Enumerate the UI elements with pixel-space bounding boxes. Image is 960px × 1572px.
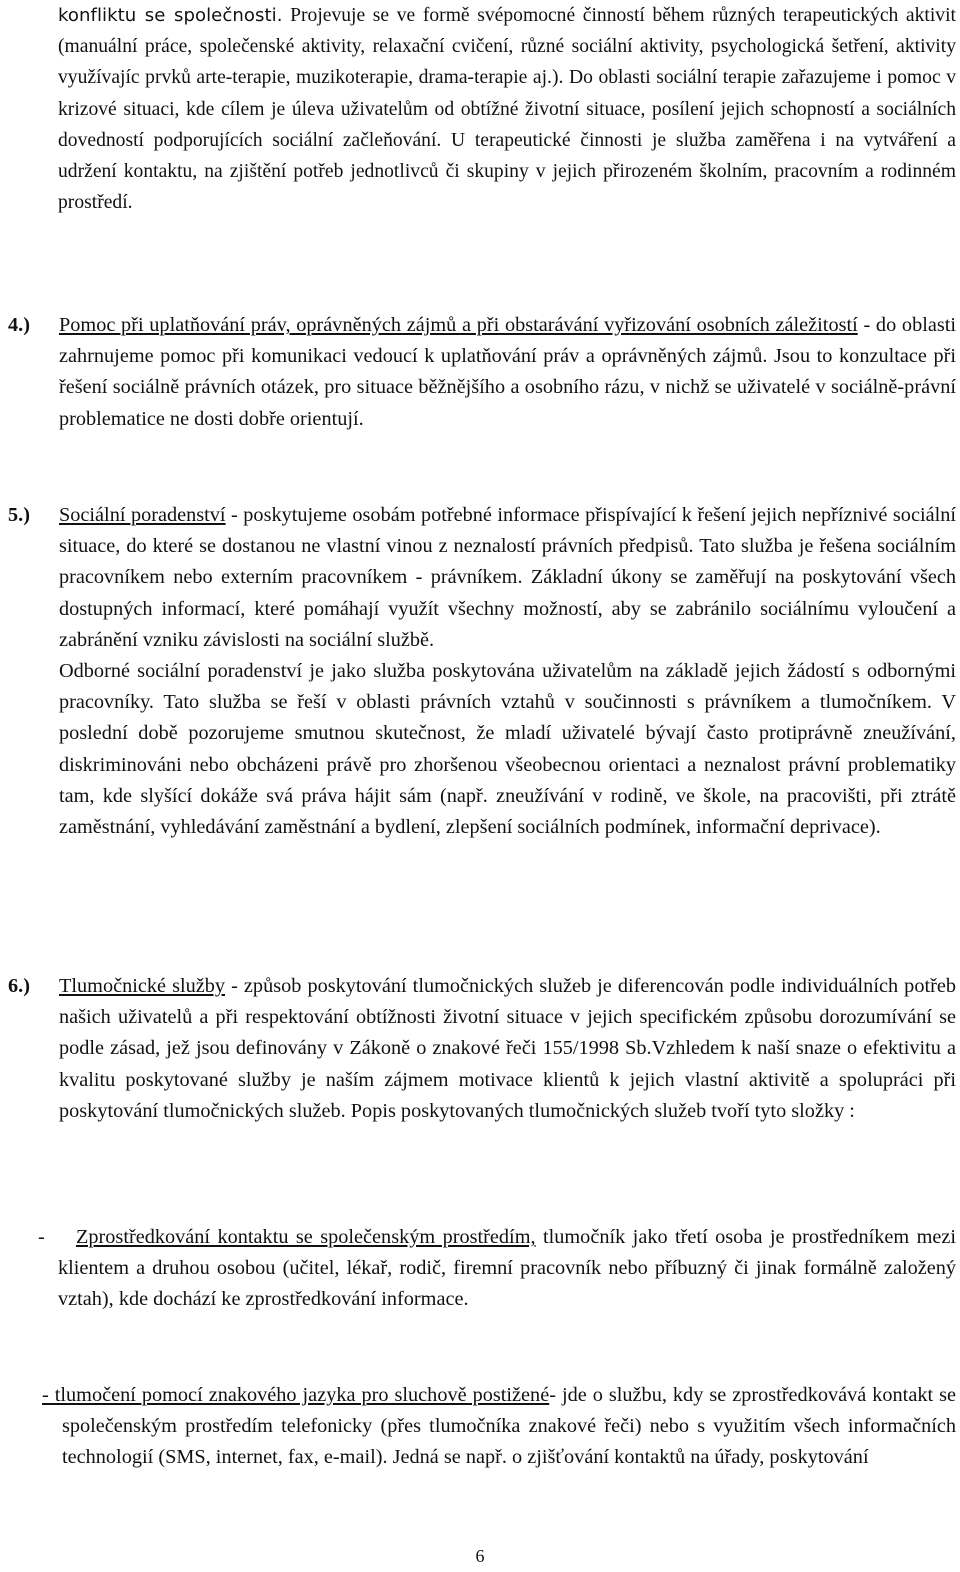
- bullet-2-body: [42, 1380, 956, 1474]
- section-6-number: 6.): [8, 975, 30, 997]
- intro-text-part1: konfliktu se společnosti.: [58, 5, 283, 26]
- bullet-1-title: Zprostředkování kontaktu se společenským prostředím,: [76, 1226, 536, 1248]
- section-4: [8, 310, 956, 435]
- bullet-2-title: - tlumočení pomocí znakového jazyka pro sluchově postižené: [42, 1384, 550, 1406]
- section-4-body: [59, 310, 956, 435]
- bullet-item-2: [42, 1380, 956, 1474]
- section-5: [8, 500, 956, 843]
- bullet-1-dash: -: [38, 1226, 45, 1248]
- bullet-1-body: [38, 1222, 956, 1316]
- intro-text-part3: Do oblasti sociální terapie zařazujeme i pomoc v krizové situaci, kde cílem je úleva uživatelům od obtížné životní situace, posílení jejich schopností a sociálních dovedností podporujících sociální začleňování.: [58, 67, 956, 151]
- section-6: [8, 971, 956, 1127]
- section-6-body: [59, 971, 956, 1127]
- bullet-2-text: - jde o službu, kdy se zprostředkovává kontakt se společenským prostředím telefonicky (přes tlumočníka znakové řeči) nebo s využitím všech informačních technologií (SMS, internet, fax, e-mail). Jedná se např. o zjišťování kontaktů na úřady, poskytování: [62, 1384, 956, 1469]
- section-6-text: - způsob poskytování tlumočnických služeb je diferencován podle individuálních potřeb našich uživatelů a při respektování obtížnosti životní situace v jejich specifickém způsobu dorozumívání se podle zásad, jež jsou definovány v Zákoně o znakové řeči 155/1998 Sb.Vzhledem k naší snaze o efektivitu a kvalitu poskytované služby je naším zájmem motivace klientů k jejich vlastní aktivitě a spolupráci při poskytování tlumočnických služeb. Popis poskytovaných tlumočnických služeb tvoří tyto složky :: [59, 975, 956, 1122]
- section-5-number: 5.): [8, 504, 30, 526]
- intro-paragraph: [58, 0, 956, 218]
- page-number: 6: [475, 1546, 485, 1566]
- section-5-body-2: Odborné sociální poradenství je jako služba poskytována uživatelům na základě jejich žádostí s odbornými pracovníky. Tato služba se řeší v oblasti právních vztahů v součinnosti s právníkem a tlumočníkem. V poslední době pozorujeme smutnou skutečnost, že mladí uživatelé bývají často protiprávně zneužívání, diskriminováni nebo obcházeni právě pro zhoršenou všeobecnou orientaci a neznalost právní problematiky tam, kde slyšící dokáže svá práva hájit sám (např. zneužívání v rodině, ve škole, na pracovišti, při ztrátě zaměstnání, vyhledávání zaměstnání a bydlení, zlepšení sociálních podmínek, informační deprivace).: [59, 660, 956, 839]
- section-5-text: - poskytujeme osobám potřebné informace přispívající k řešení jejich nepříznivé sociální situace, do které se dostanou ne vlastní vinou z neznalostí právních předpisů. Tato služba je řešena sociálním pracovníkem nebo externím pracovníkem - právníkem. Základní úkony se zaměřují na poskytování všech dostupných informací, které pomáhají využít všechny možností, aby se zabránilo sociálnímu vyloučení a zabránění vzniku závislosti na sociální službě.: [59, 504, 956, 651]
- bullet-item-1: [38, 1222, 956, 1316]
- section-4-text: - do oblasti zahrnujeme pomoc při komunikaci vedoucí k uplatňování práv a oprávněných zájmů. Jsou to konzultace při řešení sociálně právních otázek, pro situace běžnějšího a osobního rázu, v nichž se uživatelé v sociálně-právní problematice ne dosti dobře orientují.: [59, 314, 957, 430]
- bullet-1-text: tlumočník jako třetí osoba je prostředníkem mezi klientem a druhou osobou (učitel, lékař, rodič, firemní pracovník nebo příbuzný či jinak formálně založený vztah), kde dochází ke zprostředkování informace.: [58, 1226, 956, 1311]
- intro-text-part4: U terapeutické činnosti je služba zaměřena i na vytváření a udržení kontaktu, na zjištění potřeb jednotlivců či skupiny v jejich přirozeném školním, pracovním a rodinném prostředí.: [58, 129, 956, 214]
- section-4-number: 4.): [8, 314, 30, 336]
- intro-text-part2: Projevuje se ve formě svépomocné činností během různých terapeutických aktivit (manuální práce, společenské aktivity, relaxační cvičení, různé sociální aktivity, psychologická šetření, aktivity využívajíc prvků arte-terapie, muzikoterapie, drama-terapie aj.).: [58, 5, 956, 89]
- section-6-title: Tlumočnické služby: [59, 975, 226, 997]
- section-5-body: [59, 500, 956, 656]
- section-5-title: Sociální poradenství: [59, 504, 226, 526]
- section-4-title: Pomoc při uplatňování práv, oprávněných zájmů a při obstarávání vyřizování osobních záležitostí: [59, 314, 858, 336]
